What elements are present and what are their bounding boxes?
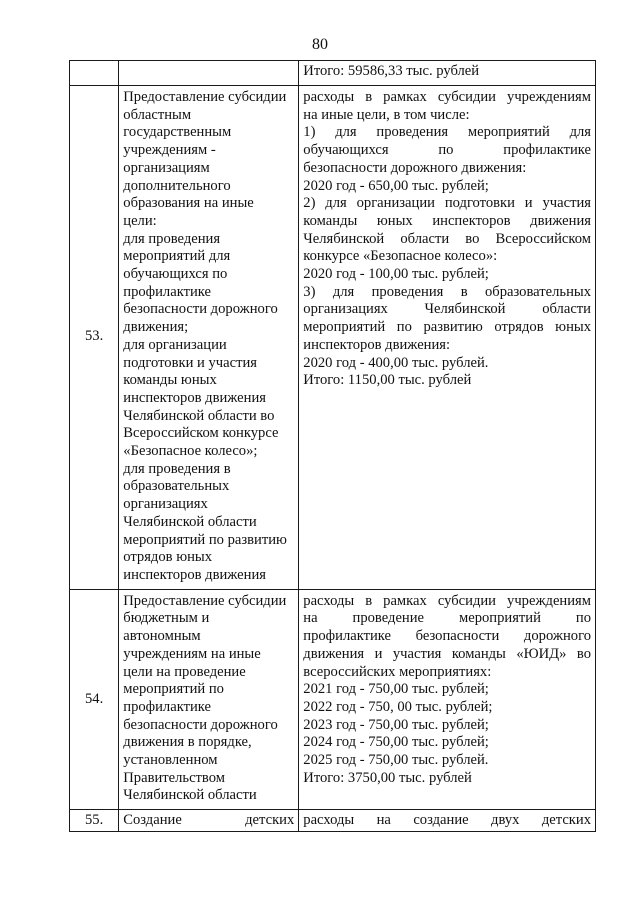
name-line: организациям [123, 159, 210, 176]
subsidy-table [69, 60, 596, 832]
details-line: движения и участия команды «ЮИД» во [303, 645, 591, 662]
name-line: подготовки и участия [123, 354, 257, 371]
name-line: мероприятий для [123, 248, 231, 265]
details-line: расходы на создание двух детских [303, 812, 591, 829]
details-line: Итого: 59586,33 тыс. рублей [303, 63, 480, 79]
page-number: 80 [312, 36, 328, 53]
name-line: цели: [123, 212, 157, 229]
name-line: цели на проведение [123, 663, 246, 680]
name-line: мероприятий по [123, 681, 224, 698]
details-line: Челябинской области во Всероссийском [303, 230, 591, 247]
details-line: мероприятий по развитию отрядов юных [303, 319, 591, 336]
details-line: обучающихся по профилактике [303, 142, 591, 159]
name-line: автономным [123, 628, 201, 645]
details-line: 2022 год - 750, 00 тыс. рублей; [303, 698, 493, 715]
name-line: установленном [123, 752, 218, 769]
name-cell [119, 86, 299, 590]
name-line: «Безопасное колесо»; [123, 443, 258, 460]
details-line: 2020 год - 100,00 тыс. рублей; [303, 266, 489, 283]
name-line: Предоставление субсидии [123, 89, 287, 105]
name-line: дополнительного [123, 177, 231, 194]
name-line: Всероссийском конкурсе [123, 425, 279, 442]
name-line: профилактике [123, 283, 211, 300]
name-line: Предоставление субсидии [123, 592, 287, 609]
details-line: 2020 год - 650,00 тыс. рублей; [303, 177, 489, 194]
name-line: для организации [123, 336, 227, 353]
details-cell [299, 61, 596, 86]
details-line: 2) для организации подготовки и участия [303, 195, 591, 212]
row-number: 55. [85, 811, 104, 828]
details-line: 2021 год - 750,00 тыс. рублей; [303, 681, 489, 698]
details-line: расходы в рамках субсидии учреждениям [303, 592, 591, 609]
details-line: на проведение мероприятий по [303, 610, 591, 627]
details-line: организациях Челябинской области [303, 301, 591, 318]
name-line: Правительством [123, 769, 225, 786]
row-number-cell [70, 61, 119, 86]
details-line: расходы в рамках субсидии учреждениям [303, 89, 591, 105]
name-line: областным [123, 106, 192, 123]
details-line: конкурсе «Безопасное колесо»: [303, 248, 498, 265]
name-line: отрядов юных [123, 549, 213, 566]
details-line: 2025 год - 750,00 тыс. рублей. [303, 752, 489, 769]
name-line: движения; [123, 319, 189, 336]
name-line: государственным [123, 124, 232, 141]
name-line: безопасности дорожного [123, 301, 278, 318]
details-line: Итого: 3750,00 тыс. рублей [303, 769, 472, 786]
name-line: обучающихся по [123, 266, 228, 283]
name-line: движения в порядке, [123, 734, 252, 751]
name-line: инспекторов движения [123, 566, 266, 583]
name-line: образовательных [123, 478, 230, 495]
name-line: Создание детских [123, 812, 295, 829]
name-line: Челябинской области во [123, 407, 275, 424]
details-line: Итого: 1150,00 тыс. рублей [303, 372, 472, 389]
name-line: бюджетным и [123, 610, 210, 627]
details-cell [299, 810, 596, 832]
name-line: мероприятий по развитию [123, 531, 287, 548]
details-line: профилактике безопасности дорожного [303, 628, 591, 645]
details-line: инспекторов движения: [303, 336, 451, 353]
row-number-cell [70, 86, 119, 590]
row-number: 54. [85, 690, 104, 707]
name-line: учреждениям на иные [123, 645, 261, 662]
name-line: для проведения [123, 230, 221, 247]
row-number-cell [70, 810, 119, 832]
name-line: Челябинской области [123, 787, 257, 804]
name-cell [119, 589, 299, 809]
name-line: профилактике [123, 698, 211, 715]
row-number-cell [70, 589, 119, 809]
details-line: 2023 год - 750,00 тыс. рублей; [303, 716, 489, 733]
name-cell [119, 61, 299, 86]
name-line: команды юных [123, 372, 217, 389]
details-line: безопасности дорожного движения: [303, 159, 527, 176]
name-line: безопасности дорожного [123, 716, 278, 733]
name-line: инспекторов движения [123, 389, 266, 406]
name-line: учреждениям - [123, 142, 216, 159]
table-row-55 [70, 810, 596, 832]
name-line: для проведения в [123, 460, 231, 477]
details-line: 2024 год - 750,00 тыс. рублей; [303, 734, 489, 751]
details-line: на иные цели, в том числе: [303, 106, 470, 123]
details-line: 1) для проведения мероприятий для [303, 124, 591, 141]
table-row-53 [70, 86, 596, 590]
row-number: 53. [85, 328, 104, 345]
name-line: Челябинской области [123, 513, 257, 530]
table-row-54 [70, 589, 596, 809]
name-line: организациях [123, 496, 208, 513]
details-line: команды юных инспекторов движения [303, 212, 591, 229]
details-line: 2020 год - 400,00 тыс. рублей. [303, 354, 489, 371]
details-line: 3) для проведения в образовательных [303, 283, 591, 300]
name-cell [119, 810, 299, 832]
details-cell [299, 589, 596, 809]
details-cell [299, 86, 596, 590]
name-line: образования на иные [123, 195, 254, 212]
table-row-continuation [70, 61, 596, 86]
details-line: всероссийских мероприятиях: [303, 663, 492, 680]
